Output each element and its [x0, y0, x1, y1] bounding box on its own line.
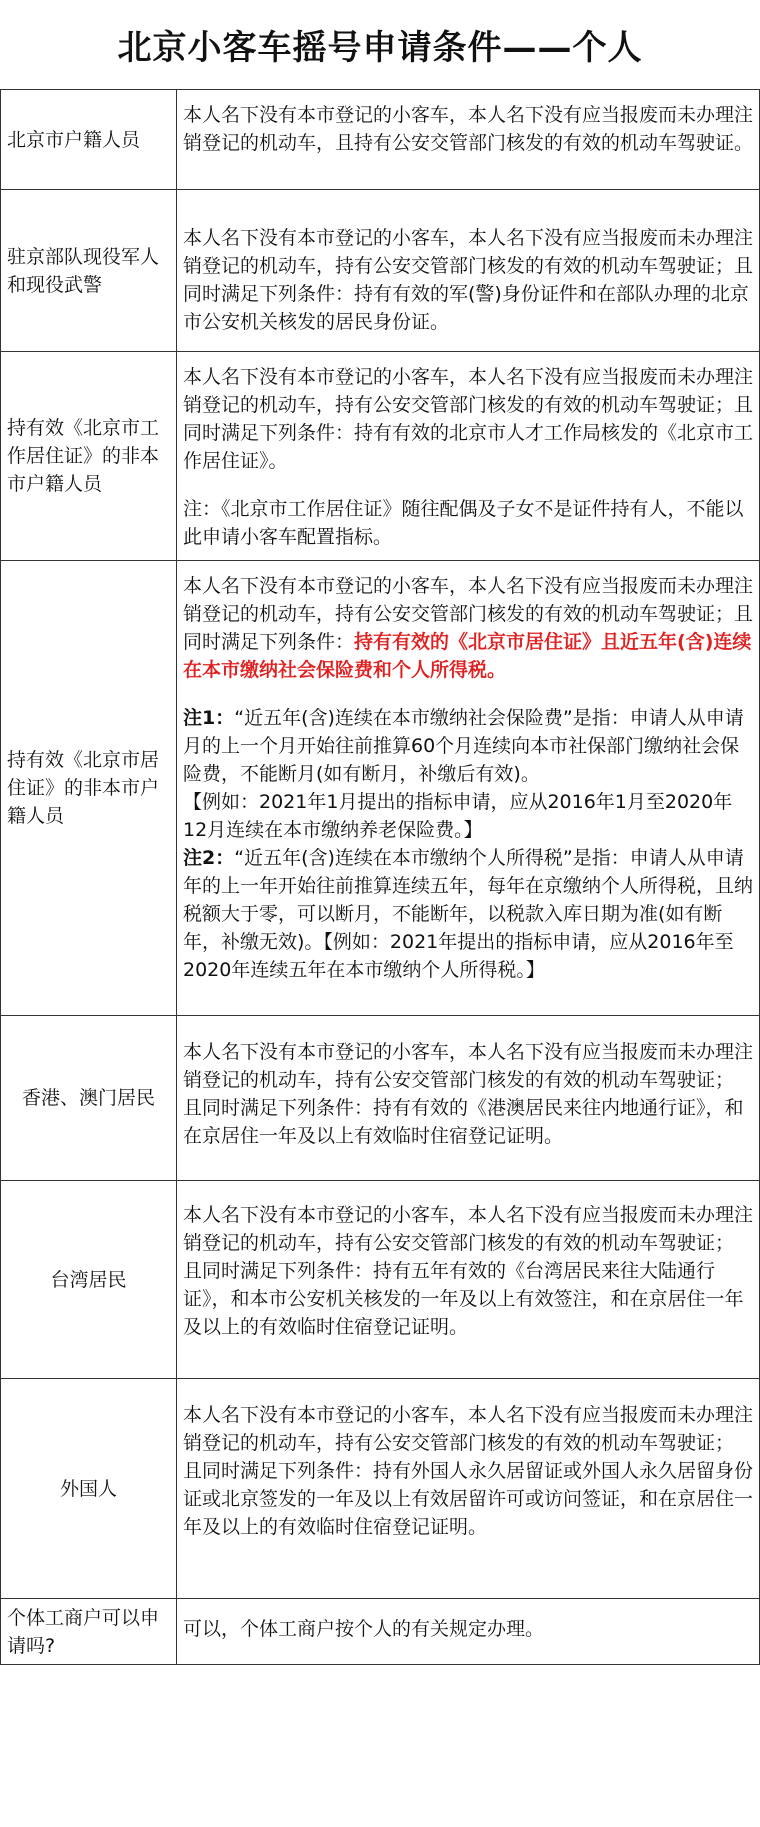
condition-text: [183, 572, 753, 684]
note-1-text: “近五年(含)连续在本市缴纳社会保险费”是指：申请人从申请月的上一个月开始往前推算60个月连续向本市社保部门缴纳社会保险费，不能断月(如有断月，补缴后有效)。: [183, 707, 744, 785]
note-1: [183, 704, 753, 788]
row-content: [177, 1599, 760, 1665]
note-2: [183, 844, 753, 984]
condition-text-plain: 本人名下没有本市登记的小客车，本人名下没有应当报废而未办理注销登记的机动车，持有公安交管部门核发的有效的机动车驾驶证；且同时满足下列条件：: [183, 575, 754, 653]
condition-text: 本人名下没有本市登记的小客车，本人名下没有应当报废而未办理注销登记的机动车，持有公安交管部门核发的有效的机动车驾驶证；且同时满足下列条件：持有有效的军(警)身份证件和在部队办理的北京市公安机关核发的居民身份证。: [183, 227, 754, 333]
row-label: 驻京部队现役军人和现役武警: [1, 190, 177, 352]
note-1-label: 注1：: [183, 707, 235, 729]
row-label: 台湾居民: [1, 1181, 177, 1379]
table-row: [1, 561, 760, 1016]
table-row: [1, 352, 760, 561]
row-label: 北京市户籍人员: [1, 90, 177, 190]
table-row: [1, 1379, 760, 1599]
note-2-label: 注2：: [183, 847, 235, 869]
row-content: [177, 1379, 760, 1599]
row-label: 外国人: [1, 1379, 177, 1599]
table-row: [1, 1181, 760, 1379]
condition-text: 本人名下没有本市登记的小客车，本人名下没有应当报废而未办理注销登记的机动车，持有公安交管部门核发的有效的机动车驾驶证；: [183, 1204, 754, 1254]
condition-text-highlight: 持有有效的《北京市居住证》且近五年(含)连续在本市缴纳社会保险费和个人所得税。: [183, 631, 752, 681]
row-content: [177, 1016, 760, 1181]
conditions-table: [0, 89, 760, 1665]
table-row: [1, 190, 760, 352]
condition-text: 本人名下没有本市登记的小客车，本人名下没有应当报废而未办理注销登记的机动车，持有公安交管部门核发的有效的机动车驾驶证；且同时满足下列条件：持有有效的北京市人才工作局核发的《北京市工作居住证》。: [183, 366, 754, 472]
row-label: 香港、澳门居民: [1, 1016, 177, 1181]
table-row: [1, 1016, 760, 1181]
example-1: 【例如：2021年1月提出的指标申请，应从2016年1月至2020年12月连续在本市缴纳养老保险费。】: [183, 791, 733, 841]
row-label: 持有效《北京市居住证》的非本市户籍人员: [1, 561, 177, 1016]
condition-text-2: 且同时满足下列条件：持有外国人永久居留证或外国人永久居留身份证或北京签发的一年及以上有效居留许可或访问签证，和在京居住一年及以上的有效临时住宿登记证明。: [183, 1460, 754, 1538]
condition-text-2: 且同时满足下列条件：持有有效的《港澳居民来往内地通行证》，和在京居住一年及以上有效临时住宿登记证明。: [183, 1097, 744, 1147]
row-content: [177, 90, 760, 190]
row-label: 个体工商户可以申请吗?: [1, 1599, 177, 1665]
table-row: [1, 90, 760, 190]
table-row: [1, 1599, 760, 1665]
row-content: [177, 1181, 760, 1379]
row-content: [177, 352, 760, 561]
condition-text: 本人名下没有本市登记的小客车，本人名下没有应当报废而未办理注销登记的机动车，且持有公安交管部门核发的有效的机动车驾驶证。: [183, 104, 754, 154]
condition-text: 本人名下没有本市登记的小客车，本人名下没有应当报废而未办理注销登记的机动车，持有公安交管部门核发的有效的机动车驾驶证；: [183, 1404, 754, 1454]
page-title: 北京小客车摇号申请条件——个人: [117, 28, 643, 68]
row-content: [177, 190, 760, 352]
row-label: 持有效《北京市工作居住证》的非本市户籍人员: [1, 352, 177, 561]
condition-text: 可以，个体工商户按个人的有关规定办理。: [183, 1618, 545, 1640]
row-content: [177, 561, 760, 1016]
note-text: 注：《北京市工作居住证》随往配偶及子女不是证件持有人，不能以此申请小客车配置指标。: [183, 498, 744, 548]
condition-text-2: 且同时满足下列条件：持有五年有效的《台湾居民来往大陆通行证》，和本市公安机关核发的一年及以上有效签注，和在京居住一年及以上的有效临时住宿登记证明。: [183, 1260, 744, 1338]
note-2-text: “近五年(含)连续在本市缴纳个人所得税”是指：申请人从申请年的上一年开始往前推算连续五年，每年在京缴纳个人所得税，且纳税额大于零，可以断月，不能断年，以税款入库日期为准(如有断年，补缴无效)。【例如：2021年提出的指标申请，应从2016年至2020年连续五年在本市缴纳个人所得税。】: [183, 847, 754, 981]
condition-text: 本人名下没有本市登记的小客车，本人名下没有应当报废而未办理注销登记的机动车，持有公安交管部门核发的有效的机动车驾驶证；: [183, 1041, 754, 1091]
